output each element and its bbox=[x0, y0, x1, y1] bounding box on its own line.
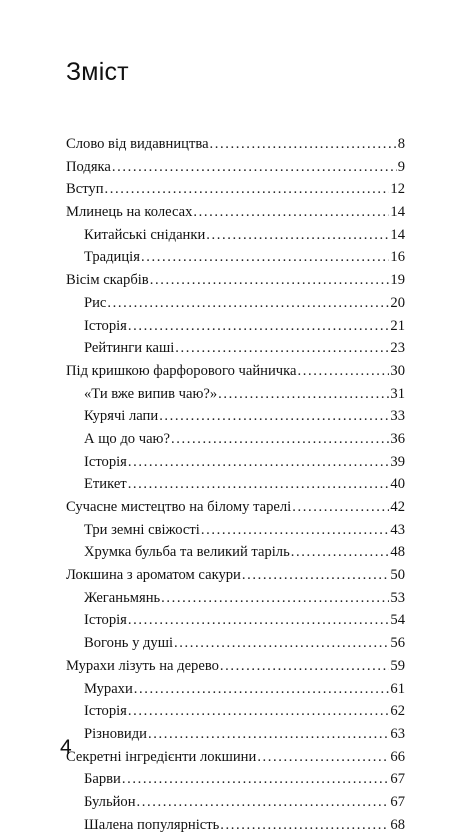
toc-entry-page: 31 bbox=[390, 385, 405, 402]
toc-entry-page: 20 bbox=[390, 294, 405, 311]
toc-entry-page: 67 bbox=[390, 771, 405, 788]
toc-entry-page: 56 bbox=[390, 635, 405, 652]
toc-section bbox=[66, 632, 405, 655]
toc-entry-page: 67 bbox=[390, 793, 405, 810]
toc-entry-page: 21 bbox=[390, 317, 405, 334]
toc-dot-leader bbox=[292, 496, 389, 519]
toc-entry-page: 19 bbox=[390, 272, 405, 289]
toc-section bbox=[66, 246, 405, 269]
toc-entry-title: Вісім скарбів bbox=[66, 272, 149, 289]
toc-dot-leader bbox=[122, 768, 390, 791]
toc-dot-leader bbox=[161, 587, 389, 610]
toc-entry-title: Слово від видавництва bbox=[66, 136, 209, 152]
toc-entry-title: Подяка bbox=[66, 158, 111, 175]
toc-entry-title: Історія bbox=[84, 612, 127, 629]
toc-dot-leader bbox=[159, 405, 389, 428]
toc-section bbox=[66, 519, 405, 542]
toc-entry-title: Історія bbox=[84, 317, 127, 334]
toc-dot-leader bbox=[218, 383, 389, 406]
toc-section bbox=[66, 473, 405, 496]
toc-dot-leader bbox=[141, 246, 389, 269]
toc-entry-page: 36 bbox=[390, 430, 405, 447]
toc-entry-title: Етикет bbox=[84, 476, 127, 493]
toc-entry-title: Вступ bbox=[66, 181, 104, 198]
toc-dot-leader bbox=[175, 337, 389, 360]
toc-entry-page: 54 bbox=[390, 612, 405, 629]
toc-section bbox=[66, 224, 405, 247]
page-number: 4 bbox=[60, 736, 72, 759]
toc-entry-page: 23 bbox=[390, 340, 405, 357]
toc-section bbox=[66, 700, 405, 723]
toc-section bbox=[66, 337, 405, 360]
toc-entry-page: 9 bbox=[397, 158, 405, 175]
toc-dot-leader bbox=[174, 632, 389, 655]
toc-section bbox=[66, 451, 405, 474]
toc-entry-page: 33 bbox=[390, 408, 405, 425]
toc-dot-leader bbox=[128, 315, 390, 338]
toc-dot-leader bbox=[210, 133, 397, 156]
toc-dot-leader bbox=[150, 269, 390, 292]
toc-dot-leader bbox=[148, 723, 389, 746]
toc-entry-page: 30 bbox=[390, 362, 405, 379]
toc-section bbox=[66, 428, 405, 451]
toc-entry-page: 63 bbox=[390, 725, 405, 742]
toc-entry-title: Бульйон bbox=[84, 793, 136, 810]
toc-chapter bbox=[66, 496, 405, 519]
toc-chapter bbox=[66, 156, 405, 179]
toc-dot-leader bbox=[291, 541, 390, 564]
toc-section bbox=[66, 541, 405, 564]
toc-dot-leader bbox=[242, 564, 390, 587]
toc-entry-page: 62 bbox=[390, 703, 405, 720]
page-title: Зміст bbox=[66, 58, 129, 86]
toc-dot-leader bbox=[201, 519, 390, 542]
toc-entry-title: Секретні інгредієнти локшини bbox=[66, 748, 257, 765]
toc-dot-leader bbox=[137, 791, 390, 814]
toc-dot-leader bbox=[193, 201, 389, 224]
toc-entry-title: Жеганьмянь bbox=[84, 589, 161, 606]
toc-dot-leader bbox=[128, 700, 390, 723]
toc-section bbox=[66, 723, 405, 746]
toc-dot-leader bbox=[171, 428, 389, 451]
toc-entry-title: Млинець на колесах bbox=[66, 204, 193, 221]
toc-chapter bbox=[66, 564, 405, 587]
toc-dot-leader bbox=[297, 360, 389, 383]
toc-entry-title: Мурахи bbox=[84, 680, 133, 697]
toc-entry-title: Хрумка бульба та великий таріль bbox=[84, 544, 290, 561]
toc-entry-page: 50 bbox=[390, 567, 405, 584]
toc-entry-page: 14 bbox=[390, 226, 405, 243]
toc-entry-title: Історія bbox=[84, 453, 127, 470]
toc-entry-page: 68 bbox=[390, 816, 405, 833]
toc-entry-title: Локшина з ароматом сакури bbox=[66, 567, 241, 584]
toc-entry-page: 43 bbox=[390, 521, 405, 538]
toc-chapter bbox=[66, 655, 405, 678]
toc-entry-page: 66 bbox=[390, 748, 405, 765]
toc-chapter bbox=[66, 178, 405, 201]
toc-dot-leader bbox=[128, 609, 390, 632]
toc-entry-page: 53 bbox=[390, 589, 405, 606]
toc-entry-page: 40 bbox=[390, 476, 405, 493]
toc-dot-leader bbox=[128, 473, 390, 496]
toc-entry-title: Три земні свіжості bbox=[84, 521, 200, 538]
toc-entry-title: Китайські сніданки bbox=[84, 226, 206, 243]
toc-entry-title: Рейтинги каші bbox=[84, 340, 175, 357]
toc-entry-title: Барви bbox=[84, 771, 121, 788]
toc-entry-page: 48 bbox=[390, 544, 405, 561]
toc-dot-leader bbox=[220, 814, 389, 836]
toc-chapter bbox=[66, 201, 405, 224]
toc-entry-page: 59 bbox=[390, 657, 405, 674]
toc-section bbox=[66, 814, 405, 836]
toc-dot-leader bbox=[220, 655, 389, 678]
toc-entry-page: 61 bbox=[390, 680, 405, 697]
toc-entry-page: 14 bbox=[390, 204, 405, 221]
toc-entry-title: «Ти вже випив чаю?» bbox=[84, 385, 218, 402]
toc-section bbox=[66, 405, 405, 428]
toc-section bbox=[66, 768, 405, 791]
table-of-contents bbox=[66, 133, 405, 836]
toc-dot-leader bbox=[105, 178, 390, 201]
toc-entry-title: Під кришкою фарфорового чайничка bbox=[66, 362, 297, 379]
toc-chapter bbox=[66, 269, 405, 292]
toc-dot-leader bbox=[257, 746, 389, 769]
toc-chapter bbox=[66, 133, 405, 156]
toc-entry-title: Курячі лапи bbox=[84, 408, 159, 425]
toc-section bbox=[66, 383, 405, 406]
toc-entry-title: Шалена популярність bbox=[84, 816, 220, 833]
toc-dot-leader bbox=[128, 451, 390, 474]
toc-entry-title: Різновиди bbox=[84, 725, 147, 742]
toc-dot-leader bbox=[206, 224, 389, 247]
toc-entry-page: 12 bbox=[390, 181, 405, 198]
toc-section bbox=[66, 609, 405, 632]
toc-entry-title: Традиція bbox=[84, 249, 140, 266]
toc-entry-title: Мурахи лізуть на дерево bbox=[66, 657, 219, 674]
toc-entry-title: Вогонь у душі bbox=[84, 635, 174, 652]
toc-section bbox=[66, 791, 405, 814]
toc-section bbox=[66, 678, 405, 701]
toc-chapter bbox=[66, 360, 405, 383]
toc-entry-page: 39 bbox=[390, 453, 405, 470]
toc-dot-leader bbox=[134, 678, 390, 701]
toc-dot-leader bbox=[107, 292, 389, 315]
toc-chapter bbox=[66, 746, 405, 769]
toc-entry-title: Сучасне мистецтво на білому тарелі bbox=[66, 499, 292, 515]
toc-entry-page: 8 bbox=[397, 136, 405, 152]
toc-section bbox=[66, 587, 405, 610]
toc-dot-leader bbox=[112, 156, 397, 179]
toc-entry-title: Історія bbox=[84, 703, 127, 720]
toc-section bbox=[66, 315, 405, 338]
toc-entry-title: А що до чаю? bbox=[84, 430, 170, 447]
toc-entry-title: Рис bbox=[84, 294, 107, 311]
toc-entry-page: 42 bbox=[390, 499, 405, 515]
toc-entry-page: 16 bbox=[390, 249, 405, 266]
toc-section bbox=[66, 292, 405, 315]
